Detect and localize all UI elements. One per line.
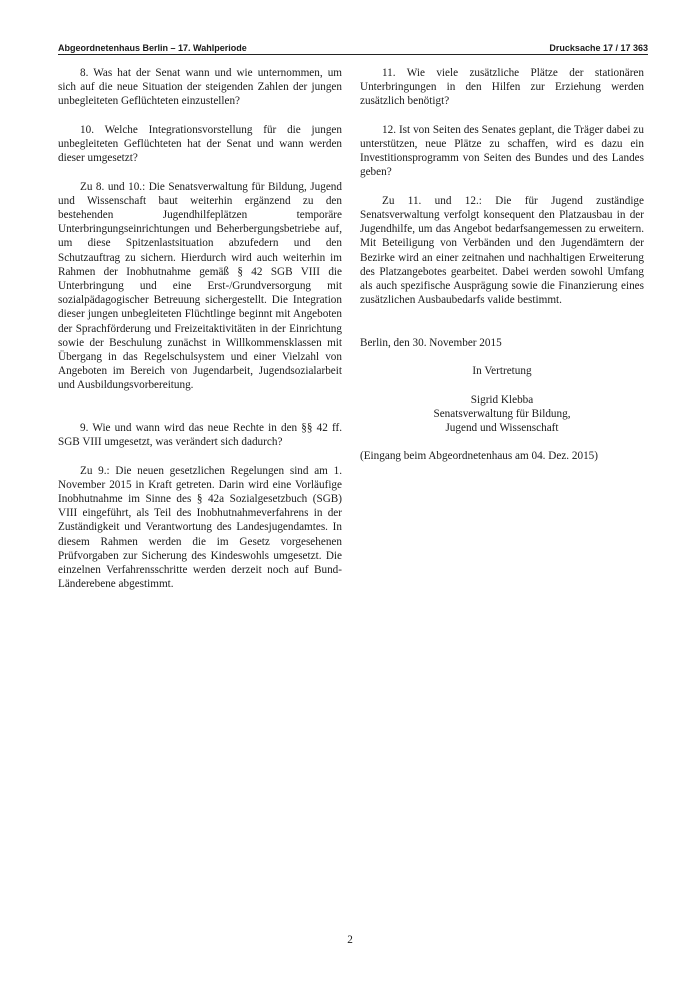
page-number: 2 — [347, 934, 353, 946]
header-document-number: Drucksache 17 / 17 363 — [549, 43, 648, 53]
left-column — [58, 66, 342, 606]
question-8: 8. Was hat der Senat wann und wie unternommen, um sich auf die neue Situation der steigenden Zahlen der jungen unbegleiteten Geflüchteten einzustellen? — [58, 67, 342, 108]
answer-9: Zu 9.: Die neuen gesetzlichen Regelungen sind am 1. November 2015 in Kraft getreten. Darin wird eine Vorläufige Inobhutnahme im Sinne des § 42a Sozialgesetzbuch (SGB) VIII eingeführt, als Teil des Inobhutnahmeverfahrens in der Zuständigkeit und Verantwortung des Landesjugendamtes. In diesem Rahmen werden die im Gesetz vorgesehenen Prüfvorgaben zur Sicherung des Kindeswohls umgesetzt. Die einzelnen Verfahrensschritte werden derzeit noch auf Bund-Länderebene abgestimmt. — [58, 464, 342, 591]
right-column — [360, 66, 644, 478]
signatory-name: Sigrid Klebba — [470, 393, 534, 406]
header-parliament-title: Abgeordnetenhaus Berlin – 17. Wahlperiode — [58, 43, 247, 53]
signatory-department-line-2: Jugend und Wissenschaft — [445, 422, 559, 434]
signatory-department-line-1: Senatsverwaltung für Bildung, — [433, 407, 571, 420]
answer-8-10: Zu 8. und 10.: Die Senatsverwaltung für Bildung, Jugend und Wissenschaft baut weiterhin ergänzend zu den bestehenden Jugendhilfeplätzen temporäre Unterbringungseinrichtungen und Beherbergungsbetriebe auf, um diese Spitzenlastsituation abzufedern und den Schutzauftrag zu sichern. Hierdurch wird auch weiterhin im Rahmen der Inobhutnahme gemäß § 42 SGB VIII die Unterbringung und eine Erst-/Grundversorgung mit sozialpädagogischer Betreuung sichergestellt. Die Integration dieser jungen unbegleiteten Flüchtlinge beginnt mit Angeboten der Sprachförderung und Freizeitaktivitäten in der Einrichtung sowie der Beschulung zunächst in Willkommensklassen mit Übergang in das Regelschulsystem und einer Vielzahl von Angeboten im Bereich von Jugendarbeit, Jugendsozialarbeit und Ausbildungsvorbereitung. — [58, 180, 342, 392]
page-header — [58, 41, 648, 55]
representation-note: In Vertretung — [472, 365, 532, 378]
question-12: 12. Ist von Seiten des Senates geplant, die Träger dabei zu unterstützen, neue Plätze zu schaffen, wird es dazu ein Investitionsprogramm von Seiten des Bundes und des Landes geben? — [360, 123, 644, 179]
date-line: Berlin, den 30. November 2015 — [360, 336, 502, 349]
header-divider — [58, 54, 648, 55]
question-9: 9. Wie und wann wird das neue Rechte in den §§ 42 ff. SGB VIII umgesetzt, was verändert sich dadurch? — [58, 422, 342, 449]
answer-11-12: Zu 11. und 12.: Die für Jugend zuständige Senatsverwaltung verfolgt konsequent den Platzausbau in der Jugendhilfe, um das Angebot bedarfsangemessen zu erweitern. Mit Beteiligung von Verbänden und den Jugendämtern der Bezirke wird an einer zeitnahen und nachhaltigen Erweiterung des Platzangebotes gearbeitet. Dabei werden sowohl Umfang als auch spezifische Ausprägung sowie die Finanzierung eines zusätzlichen Ausbaubedarfs valide bestimmt. — [360, 194, 644, 307]
question-11: 11. Wie viele zusätzliche Plätze der stationären Unterbringungen in den Hilfen zur Erziehung werden zusätzlich benötigt? — [360, 67, 644, 108]
receipt-note: (Eingang beim Abgeordnetenhaus am 04. Dez. 2015) — [360, 450, 598, 463]
question-10: 10. Welche Integrationsvorstellung für die jungen unbegleiteten Geflüchteten hat der Senat und wann werden dieser umgesetzt? — [58, 123, 342, 165]
